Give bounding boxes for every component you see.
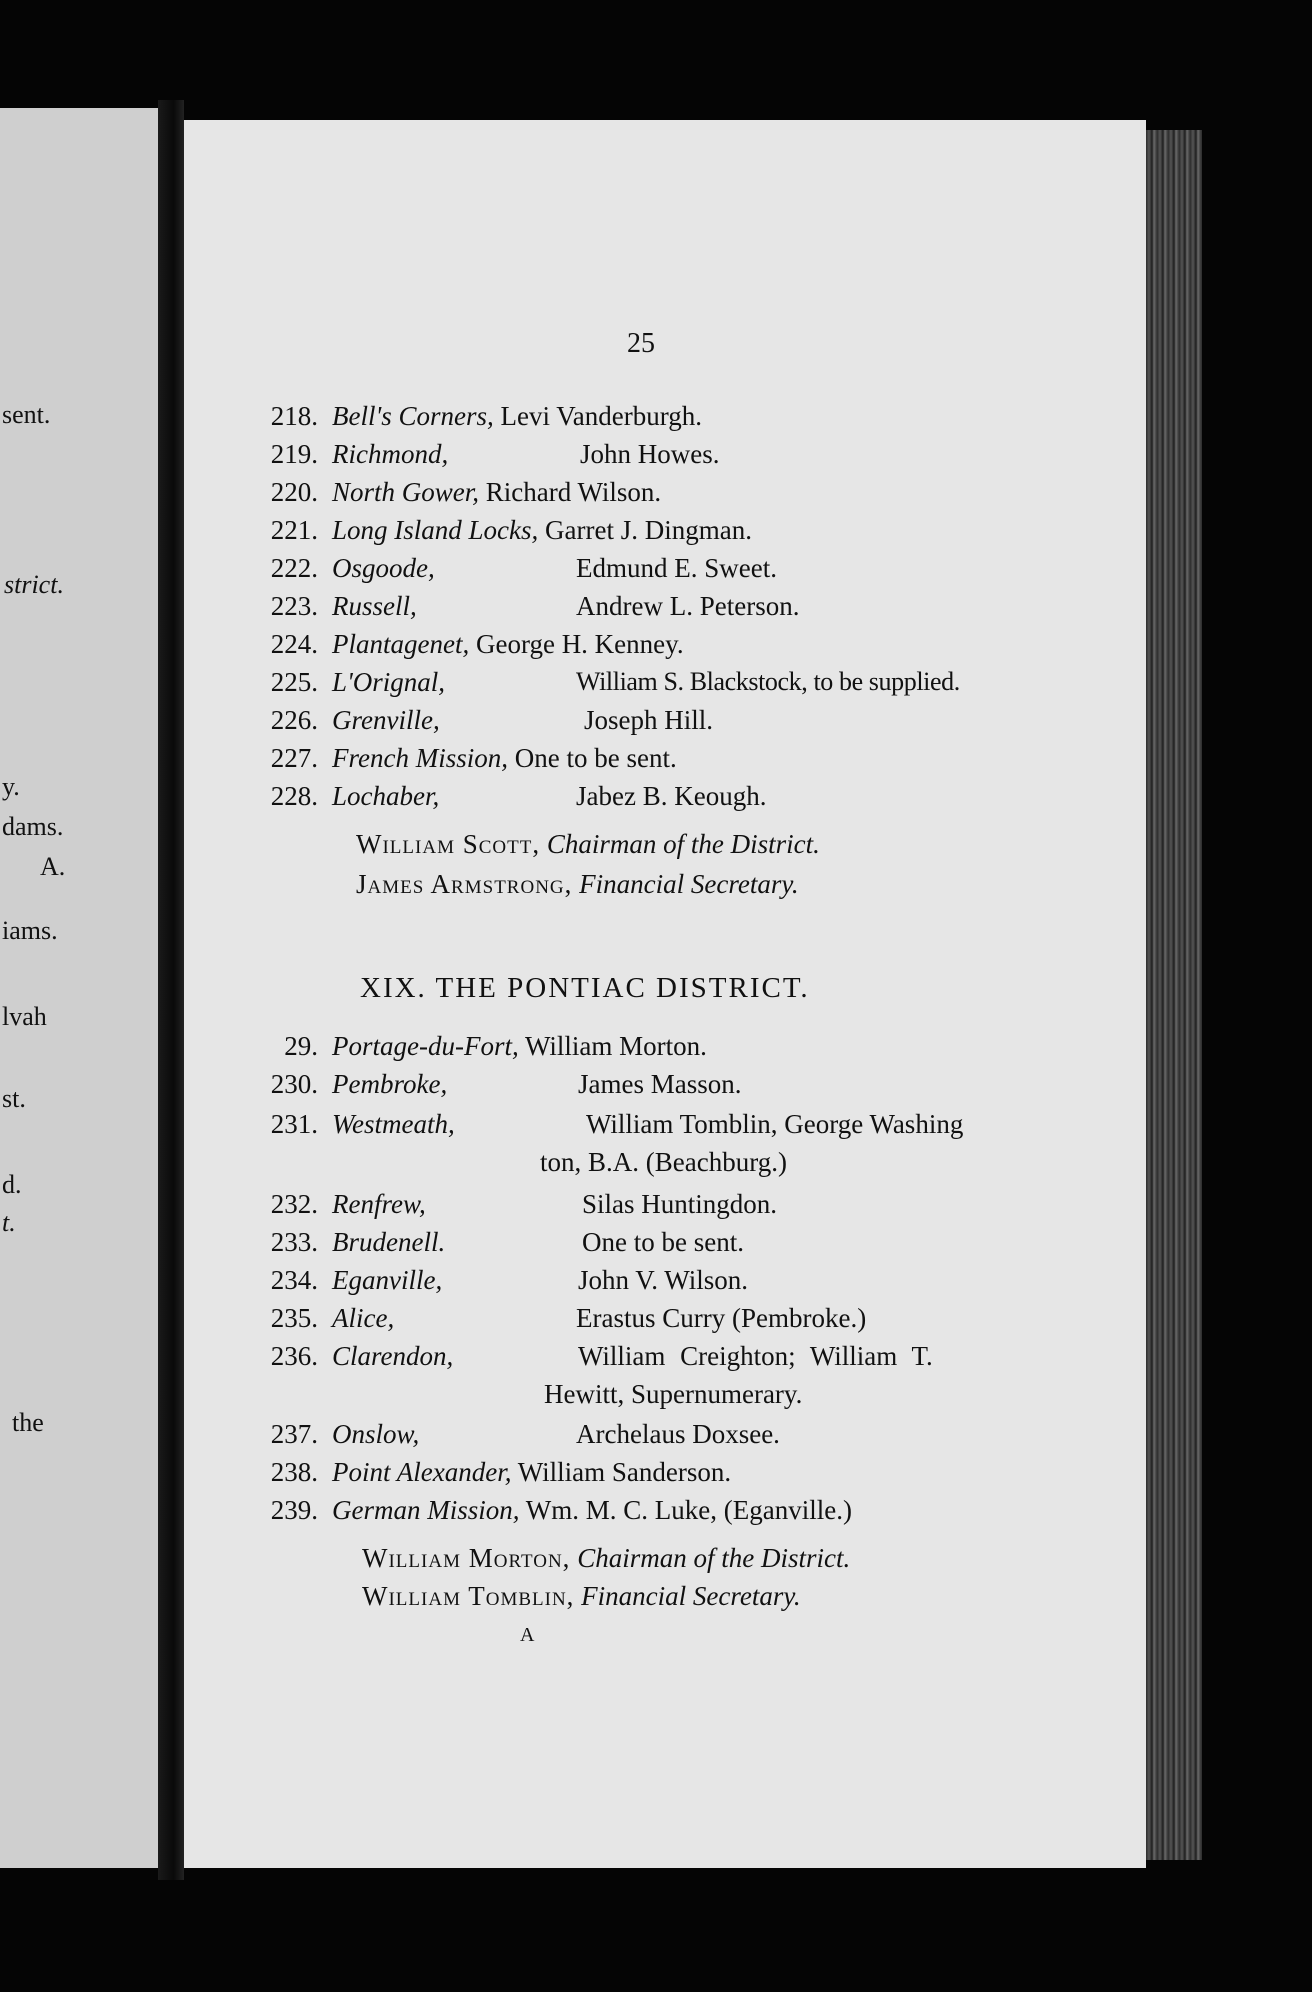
entry-place: Clarendon, xyxy=(332,1341,454,1371)
entry-place: Bell's Corners, xyxy=(332,401,494,431)
entry-names: Silas Huntingdon. xyxy=(582,1189,778,1219)
entry-names: Levi Vanderburgh. xyxy=(500,401,702,431)
entry-number: 221. xyxy=(270,515,318,545)
entry-number: 237. xyxy=(270,1419,318,1449)
entry-place: L'Orignal, xyxy=(332,667,446,697)
printer-signature-mark: A xyxy=(520,1624,535,1646)
appointment-entry xyxy=(246,512,752,548)
entry-place: Russell, xyxy=(332,591,417,621)
book-gutter xyxy=(158,100,184,1880)
appointment-entry xyxy=(246,1262,748,1298)
appointment-entry xyxy=(246,1300,867,1336)
entry-number: 227. xyxy=(270,743,318,773)
entry-names: Joseph Hill. xyxy=(584,705,714,735)
left-fragment: st. xyxy=(2,1084,26,1113)
left-fragment: t. xyxy=(2,1208,16,1237)
entry-names: William Sanderson. xyxy=(517,1457,732,1487)
appointment-entry xyxy=(246,1492,852,1528)
entry-names: Garret J. Dingman. xyxy=(545,515,752,545)
entry-place: Pembroke, xyxy=(332,1069,448,1099)
entry-names: William Morton. xyxy=(525,1031,707,1061)
chairman-signature xyxy=(356,826,820,862)
entry-number: 29. xyxy=(284,1031,318,1061)
entry-number: 233. xyxy=(270,1227,318,1257)
entry-names: John Howes. xyxy=(580,439,720,469)
entry-names: One to be sent. xyxy=(514,743,677,773)
entry-number: 231. xyxy=(270,1109,318,1139)
left-fragment: A. xyxy=(40,852,66,881)
entry-names: George H. Kenney. xyxy=(475,629,684,659)
page-number: 25 xyxy=(627,328,655,359)
appointment-entry xyxy=(246,664,960,700)
appointment-entry xyxy=(246,588,800,624)
entry-number: 225. xyxy=(270,667,318,697)
left-fragment: d. xyxy=(2,1170,22,1199)
entry-number: 230. xyxy=(270,1069,318,1099)
entry-place: Eganville, xyxy=(332,1265,443,1295)
entry-names: Andrew L. Peterson. xyxy=(576,591,800,621)
entry-number: 228. xyxy=(270,781,318,811)
entry-number: 226. xyxy=(270,705,318,735)
left-fragment: lvah xyxy=(2,1002,47,1031)
entry-number: 220. xyxy=(270,477,318,507)
entry-place: Brudenell. xyxy=(332,1227,446,1257)
entry-place: Lochaber, xyxy=(332,781,440,811)
entry-names: Richard Wilson. xyxy=(485,477,662,507)
entry-number: 239. xyxy=(270,1495,318,1525)
appointment-entry xyxy=(246,436,720,472)
appointment-entry xyxy=(246,740,677,776)
appointment-entry xyxy=(246,550,777,586)
left-page-edge xyxy=(0,108,158,1868)
entry-names: One to be sent. xyxy=(582,1227,744,1257)
entry-names: Archelaus Doxsee. xyxy=(576,1419,780,1449)
district-heading: XIX. THE PONTIAC DISTRICT. xyxy=(360,972,810,1004)
appointment-entry xyxy=(246,1224,744,1260)
appointment-entry xyxy=(246,1338,933,1374)
signature-name: William Scott, xyxy=(356,829,541,859)
book-page xyxy=(184,120,1146,1868)
entry-names: Erastus Curry (Pembroke.) xyxy=(576,1303,867,1333)
left-fragment: sent. xyxy=(2,400,51,429)
signature-name: James Armstrong, xyxy=(356,869,573,899)
signature-name: William Morton, xyxy=(362,1543,571,1573)
signature-role: Chairman of the District. xyxy=(577,1543,851,1573)
entry-place: Grenville, xyxy=(332,705,440,735)
appointment-entry xyxy=(246,1106,964,1142)
entry-place: Portage-du-Fort, xyxy=(332,1031,519,1061)
secretary-signature xyxy=(356,866,799,902)
entry-place: Point Alexander, xyxy=(332,1457,512,1487)
left-fragment: the xyxy=(12,1408,44,1437)
entry-place: Osgoode, xyxy=(332,553,435,583)
entry-number: 223. xyxy=(270,591,318,621)
appointment-entry xyxy=(246,778,767,814)
chairman-signature xyxy=(362,1540,850,1576)
signature-role: Financial Secretary. xyxy=(581,1581,801,1611)
entry-place: Plantagenet, xyxy=(332,629,470,659)
left-fragment: strict. xyxy=(4,570,64,599)
secretary-signature xyxy=(362,1578,801,1614)
page-edges xyxy=(1146,130,1202,1860)
entry-number: 218. xyxy=(270,401,318,431)
entry-names: William Tomblin, George Washing xyxy=(586,1109,964,1139)
appointment-entry xyxy=(246,702,714,738)
left-fragment: y. xyxy=(2,772,20,801)
entry-continuation: Hewitt, Supernumerary. xyxy=(544,1379,803,1409)
entry-names: Wm. M. C. Luke, (Eganville.) xyxy=(525,1495,852,1525)
entry-number: 234. xyxy=(270,1265,318,1295)
appointment-entry xyxy=(246,1066,742,1102)
signature-role: Financial Secretary. xyxy=(579,869,799,899)
entry-place: North Gower, xyxy=(332,477,480,507)
appointment-entry xyxy=(246,1454,731,1490)
left-fragment: dams. xyxy=(2,812,64,841)
entry-names: William S. Blackstock, to be supplied. xyxy=(576,667,960,696)
entry-names: Jabez B. Keough. xyxy=(576,781,767,811)
appointment-entry xyxy=(246,1416,780,1452)
entry-place: German Mission, xyxy=(332,1495,520,1525)
entry-place: Onslow, xyxy=(332,1419,420,1449)
entry-number: 222. xyxy=(270,553,318,583)
entry-place: Long Island Locks, xyxy=(332,515,539,545)
entry-number: 236. xyxy=(270,1341,318,1371)
entry-place: Alice, xyxy=(332,1303,395,1333)
signature-name: William Tomblin, xyxy=(362,1581,575,1611)
entry-place: Renfrew, xyxy=(332,1189,426,1219)
entry-place: Richmond, xyxy=(332,439,449,469)
entry-names: Edmund E. Sweet. xyxy=(576,553,777,583)
left-fragment: iams. xyxy=(2,916,58,945)
entry-names: John V. Wilson. xyxy=(578,1265,748,1295)
appointment-entry xyxy=(246,474,661,510)
entry-continuation: ton, B.A. (Beachburg.) xyxy=(540,1147,787,1177)
appointment-entry xyxy=(246,626,684,662)
entry-number: 224. xyxy=(270,629,318,659)
entry-place: French Mission, xyxy=(332,743,508,773)
appointment-entry xyxy=(246,1028,707,1064)
entry-place: Westmeath, xyxy=(332,1109,455,1139)
entry-names: William Creighton; William T. xyxy=(578,1341,933,1371)
appointment-entry xyxy=(246,1186,778,1222)
entry-names: James Masson. xyxy=(578,1069,742,1099)
entry-number: 238. xyxy=(270,1457,318,1487)
entry-number: 232. xyxy=(270,1189,318,1219)
entry-number: 219. xyxy=(270,439,318,469)
appointment-entry xyxy=(246,398,702,434)
signature-role: Chairman of the District. xyxy=(546,829,820,859)
entry-number: 235. xyxy=(270,1303,318,1333)
